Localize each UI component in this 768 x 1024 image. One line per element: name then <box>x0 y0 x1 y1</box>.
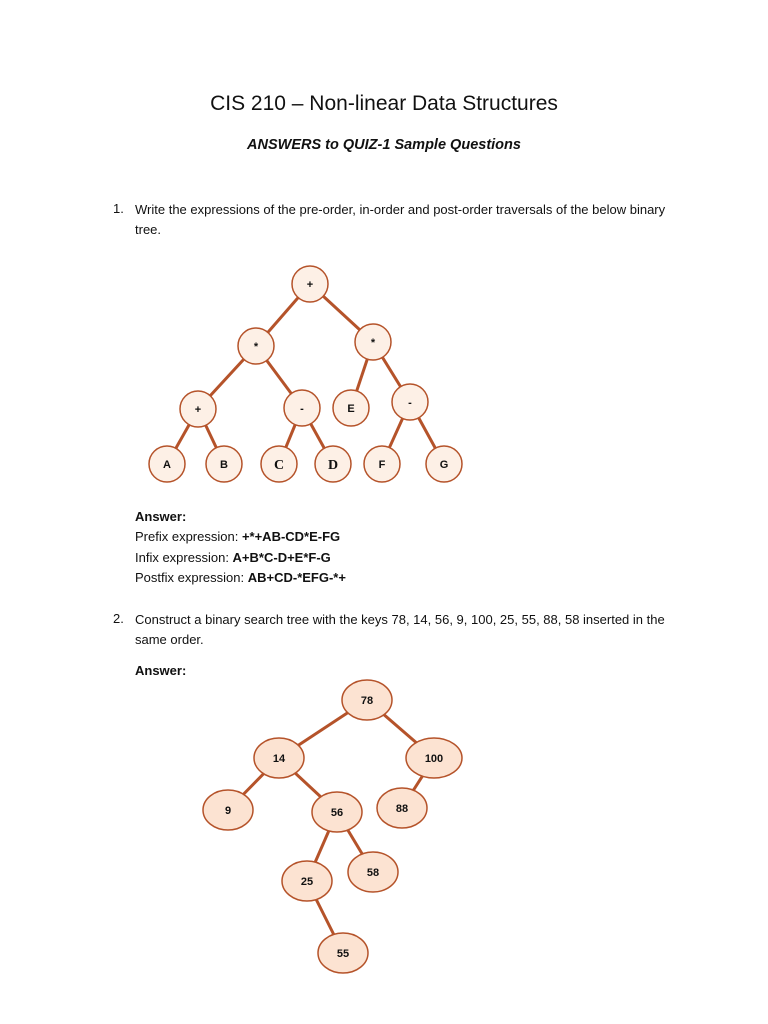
tree1-label-root: + <box>306 279 314 291</box>
tree1-label-minus-right: - <box>408 397 412 409</box>
page-subtitle: ANSWERS to QUIZ-1 Sample Questions <box>247 137 521 153</box>
question-2-answer-label: Answer: <box>135 663 187 678</box>
page-title: CIS 210 – Non-linear Data Structures <box>210 92 558 115</box>
tree1-label-c: C <box>273 458 285 473</box>
tree1-label-b: B <box>220 459 228 471</box>
tree1-label-plus: + <box>194 404 202 416</box>
tree1-label-mul-right: * <box>370 337 376 349</box>
bst-label-88: 88 <box>395 803 409 815</box>
bst-label-9: 9 <box>224 805 232 817</box>
infix-value: A+B*C-D+E*F-G <box>232 550 331 565</box>
tree1-label-d: D <box>327 458 339 473</box>
postfix-expression: Postfix expression: AB+CD-*EFG-*+ <box>135 570 346 585</box>
bst-label-25: 25 <box>300 876 314 888</box>
tree1-label-f: F <box>378 459 386 471</box>
tree1-label-mul-left: * <box>253 341 259 353</box>
bst-label-58: 58 <box>366 867 380 879</box>
question-1-text: Write the expressions of the pre-order, in-order and post-order traversals of the below binary tree. <box>135 202 666 237</box>
prefix-expression: Prefix expression: +*+AB-CD*E-FG <box>135 529 341 544</box>
bst-label-14: 14 <box>272 753 286 765</box>
tree1-label-g: G <box>439 459 449 471</box>
bst-label-78: 78 <box>360 695 374 707</box>
question-1-number: 1. <box>113 201 124 216</box>
question-2-number: 2. <box>113 611 124 626</box>
bst-label-55: 55 <box>336 948 350 960</box>
question-1-answer-label: Answer: <box>135 509 187 524</box>
postfix-value: AB+CD-*EFG-*+ <box>247 570 346 585</box>
tree1-label-a: A <box>163 459 171 471</box>
question-2-text: Construct a binary search tree with the keys 78, 14, 56, 9, 100, 25, 55, 88, 58 inserted in the same order. <box>135 612 665 647</box>
tree1-label-minus-left: - <box>300 403 304 415</box>
tree1-label-e: E <box>347 403 355 415</box>
prefix-value: +*+AB-CD*E-FG <box>241 529 341 544</box>
bst-label-56: 56 <box>330 807 344 819</box>
infix-expression: Infix expression: A+B*C-D+E*F-G <box>135 550 331 565</box>
bst-label-100: 100 <box>424 753 444 765</box>
